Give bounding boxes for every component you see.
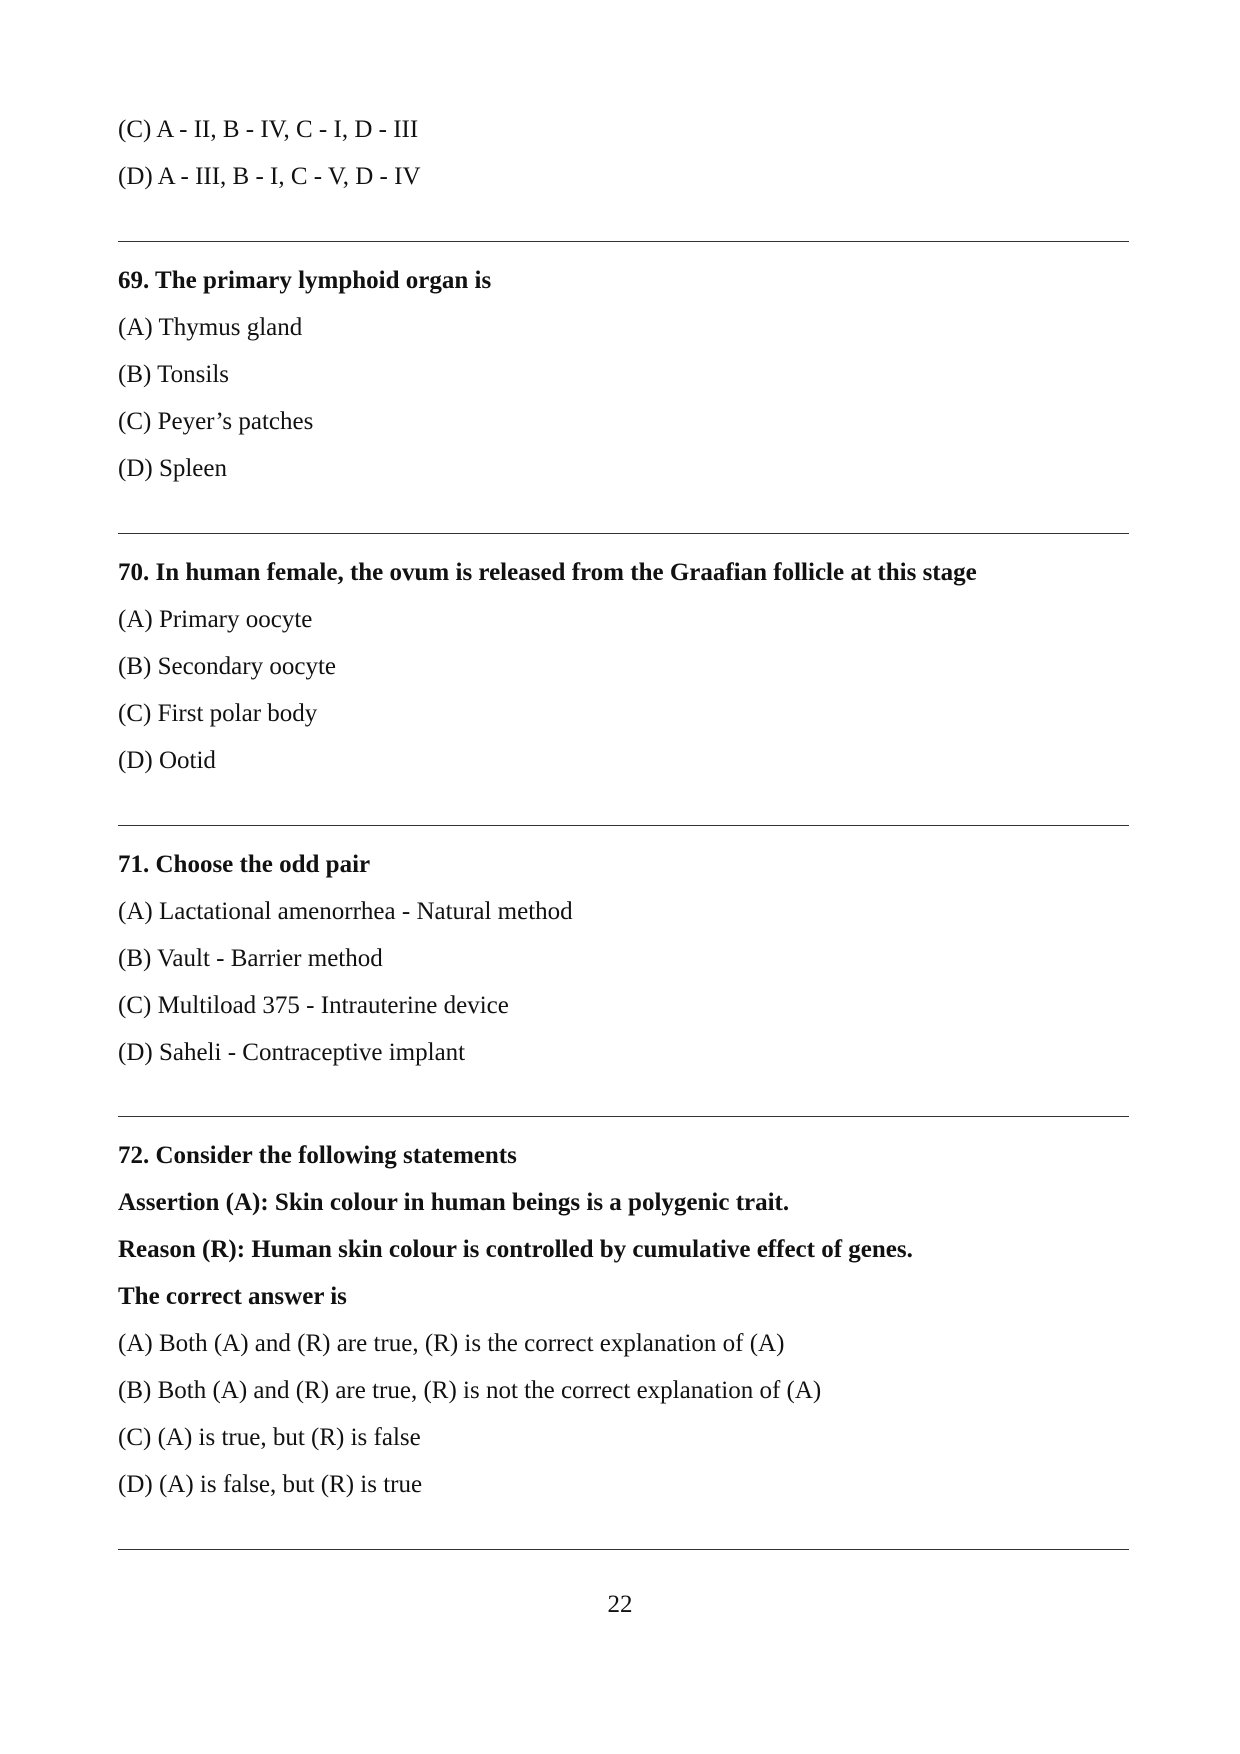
question-divider (118, 1549, 1129, 1550)
option-text: (B) Secondary oocyte (118, 653, 336, 680)
option-text: (A) Primary oocyte (118, 606, 313, 633)
question-title: 72. Consider the following statements (118, 1142, 517, 1169)
question-divider (118, 241, 1129, 242)
option-text: (C) First polar body (118, 700, 318, 727)
option-text: (D) A - III, B - I, C - V, D - IV (118, 163, 421, 190)
assertion-statement: Assertion (A): Skin colour in human beings is a polygenic trait. (118, 1189, 790, 1216)
option-text: (C) A - II, B - IV, C - I, D - III (118, 116, 419, 143)
option-text: (B) Both (A) and (R) are true, (R) is not the correct explanation of (A) (118, 1377, 822, 1404)
question-title: 70. In human female, the ovum is released from the Graafian follicle at this stage (118, 559, 977, 586)
option-text: (D) (A) is false, but (R) is true (118, 1471, 423, 1498)
option-text: (B) Tonsils (118, 361, 229, 388)
option-text: (D) Saheli - Contraceptive implant (118, 1039, 466, 1066)
option-text: (C) Peyer’s patches (118, 408, 314, 435)
option-text: (B) Vault - Barrier method (118, 945, 383, 972)
question-divider (118, 1116, 1129, 1117)
option-text: (D) Spleen (118, 455, 227, 482)
question-title: 71. Choose the odd pair (118, 851, 371, 878)
option-text: (A) Lactational amenorrhea - Natural method (118, 898, 573, 925)
option-text: (C) (A) is true, but (R) is false (118, 1424, 421, 1451)
option-text: (A) Both (A) and (R) are true, (R) is the correct explanation of (A) (118, 1330, 785, 1357)
option-text: (D) Ootid (118, 747, 216, 774)
option-text: (C) Multiload 375 - Intrauterine device (118, 992, 509, 1019)
question-divider (118, 533, 1129, 534)
reason-statement: Reason (R): Human skin colour is controlled by cumulative effect of genes. (118, 1236, 913, 1263)
question-divider (118, 825, 1129, 826)
page-number: 22 (607, 1591, 633, 1618)
option-text: (A) Thymus gland (118, 314, 303, 341)
question-title: 69. The primary lymphoid organ is (118, 267, 492, 294)
answer-prompt: The correct answer is (118, 1283, 347, 1310)
